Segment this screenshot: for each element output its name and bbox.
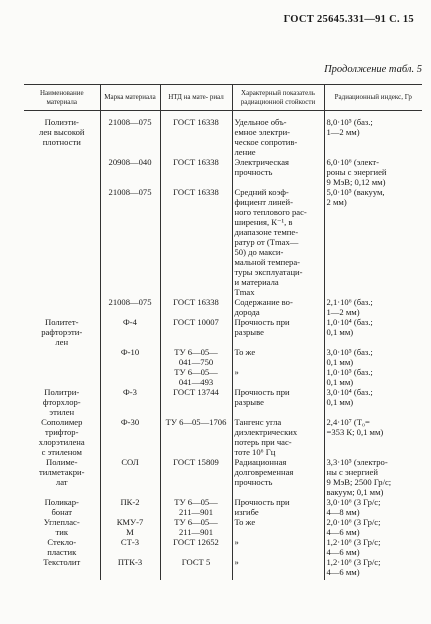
table-row	[24, 111, 422, 158]
table-row	[24, 457, 422, 497]
table-row	[24, 157, 422, 187]
cell-indicator: »	[232, 537, 324, 557]
table-header-row	[24, 85, 422, 111]
cell-indicator: Прочность при разрыве	[232, 387, 324, 417]
table-row	[24, 347, 422, 367]
cell-standard: ГОСТ 16338	[160, 297, 232, 317]
cell-indicator: »	[232, 367, 324, 387]
table-row	[24, 387, 422, 417]
table-row	[24, 297, 422, 317]
cell-material: Стекло- пластик	[47, 537, 77, 557]
cell-brand: 21008—075	[100, 187, 160, 297]
cell-indicator: Средний коэф- фициент линей- ного теплового рас- ширения, К⁻¹, в диапазоне темпе- ратур от (Tmax— 50) до макси- мальной темпера- туры эксплуатаци- и материала Tmax	[232, 187, 324, 297]
cell-material	[24, 187, 100, 297]
cell-indicator: Удельное объ- емное электри- ческое сопротив- ление	[232, 111, 324, 158]
cell-indicator: Электрическая прочность	[232, 157, 324, 187]
cell-brand: Ф-10	[100, 347, 160, 367]
cell-material: Полиэти- лен высокой плотности	[39, 117, 85, 147]
cell-brand: СТ-3	[100, 537, 160, 557]
cell-brand	[100, 367, 160, 387]
cell-radiation-index: 5,0·10⁵ (вакуум, 2 мм)	[324, 187, 422, 297]
header-radiation-index: Радиационный индекс, Гр	[324, 85, 422, 111]
cell-radiation-index: 6,0·10⁶ (элект- роны с энергией 9 МэВ; 0,12 мм)	[324, 157, 422, 187]
cell-standard: ГОСТ 16338	[160, 157, 232, 187]
cell-standard: ТУ 6—05— 041—493	[160, 367, 232, 387]
cell-radiation-index: 1,2·10⁶ (3 Гр/с; 4—6 мм)	[324, 557, 422, 580]
table-row	[24, 537, 422, 557]
cell-brand: 21008—075	[100, 297, 160, 317]
cell-radiation-index: 2,0·10⁶ (3 Гр/с; 4—6 мм)	[324, 517, 422, 537]
cell-radiation-index: 3,3·10⁵ (электро- ны с энергией 9 МэВ; 2500 Гр/с; вакуум; 0,1 мм)	[324, 457, 422, 497]
header-indicator: Характерный показатель радиационной стойкости	[232, 85, 324, 111]
cell-indicator: Радиационная долговременная прочность	[232, 457, 324, 497]
cell-indicator: То же	[232, 517, 324, 537]
cell-radiation-index: 1,0·10⁴ (баз.; 0,1 мм)	[324, 317, 422, 347]
table-row	[24, 187, 422, 297]
cell-standard: ГОСТ 16338	[160, 187, 232, 297]
cell-standard: ТУ 6—05— 041—750	[160, 347, 232, 367]
cell-radiation-index: 8,0·10⁵ (баз.; 1—2 мм)	[324, 111, 422, 158]
cell-material: Поликар- бонат	[44, 497, 79, 517]
cell-radiation-index: 1,0·10⁵ (баз.; 0,1 мм)	[324, 367, 422, 387]
table-row	[24, 417, 422, 457]
cell-material	[24, 347, 100, 367]
cell-indicator: Прочность при изгибе	[232, 497, 324, 517]
table-row	[24, 497, 422, 517]
cell-brand: Ф-4	[100, 317, 160, 347]
cell-radiation-index: 2,1·10⁶ (баз.; 1—2 мм)	[324, 297, 422, 317]
cell-indicator: То же	[232, 347, 324, 367]
cell-brand: Ф-3	[100, 387, 160, 417]
table-row	[24, 317, 422, 347]
cell-radiation-index: 3,0·10⁶ (3 Гр/с; 4—8 мм)	[324, 497, 422, 517]
header-material-name: Наименование материала	[24, 85, 100, 111]
cell-indicator: Тангенс угла диэлектрических потерь при час- тоте 10⁶ Гц	[232, 417, 324, 457]
header-standard: НТД на мате- риал	[160, 85, 232, 111]
cell-standard: ГОСТ 16338	[160, 111, 232, 158]
table-row	[24, 557, 422, 580]
cell-material: Текстолит	[43, 557, 81, 567]
cell-brand: СОЛ	[100, 457, 160, 497]
table-row	[24, 367, 422, 387]
cell-material: Политри- фторхлор- этилен	[42, 387, 81, 417]
cell-radiation-index: 3,0·10⁴ (баз.; 0,1 мм)	[324, 387, 422, 417]
cell-brand: ПК-2	[100, 497, 160, 517]
cell-standard: ТУ 6—05— 211—901	[160, 517, 232, 537]
cell-brand: 20908—040	[100, 157, 160, 187]
cell-material	[24, 157, 100, 187]
table-body	[24, 111, 422, 581]
cell-brand: ПТК-3	[100, 557, 160, 580]
cell-radiation-index: 2,4·10⁷ (T₀= =353 К; 0,1 мм)	[324, 417, 422, 457]
cell-material: Сополимер трифтор- хлорэтилена с этиленом	[38, 417, 85, 457]
cell-material: Полиме- тилметакри- лат	[38, 457, 85, 487]
radiation-index-table	[24, 84, 422, 580]
cell-standard: ГОСТ 13744	[160, 387, 232, 417]
cell-standard: ГОСТ 5	[160, 557, 232, 580]
cell-standard: ГОСТ 15809	[160, 457, 232, 497]
cell-indicator: Прочность при разрыве	[232, 317, 324, 347]
cell-material	[24, 297, 100, 317]
cell-standard: ГОСТ 10007	[160, 317, 232, 347]
cell-standard: ТУ 6—05—1706	[160, 417, 232, 457]
table-row	[24, 517, 422, 537]
page-header: ГОСТ 25645.331—91 С. 15	[283, 14, 414, 25]
cell-standard: ГОСТ 12652	[160, 537, 232, 557]
header-material-brand: Марка материала	[100, 85, 160, 111]
cell-brand: КМУ-7 М	[100, 517, 160, 537]
cell-radiation-index: 1,2·10⁶ (3 Гр/с; 4—6 мм)	[324, 537, 422, 557]
cell-indicator: »	[232, 557, 324, 580]
cell-radiation-index: 3,0·10⁵ (баз.; 0,1 мм)	[324, 347, 422, 367]
cell-material: Политет- рафторэти- лен	[41, 317, 83, 347]
cell-brand: 21008—075	[100, 111, 160, 158]
cell-brand: Ф-30	[100, 417, 160, 457]
table-continuation-label: Продолжение табл. 5	[324, 64, 422, 75]
cell-standard: ТУ 6—05— 211—901	[160, 497, 232, 517]
cell-material	[24, 367, 100, 387]
cell-material: Углеплас- тик	[43, 517, 80, 537]
cell-indicator: Содержание во- дорода	[232, 297, 324, 317]
